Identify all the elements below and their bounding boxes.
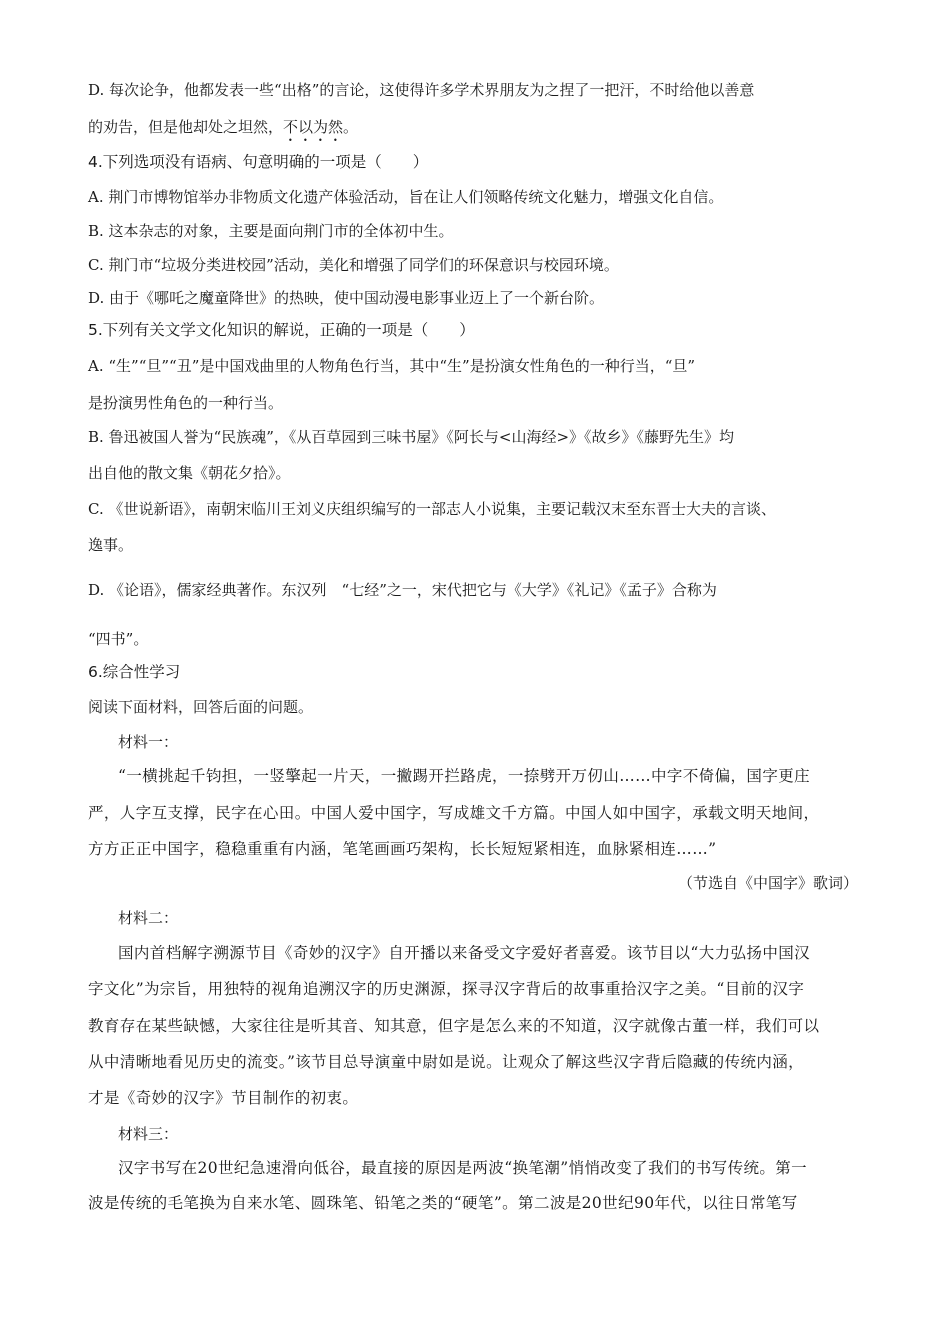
q4-option-a: A. 荆门市博物馆举办非物质文化遗产体验活动，旨在让人们领略传统文化魅力，增强文化自信。 (88, 188, 724, 206)
q5-option-a-line2: 是扮演男性角色的一种行当。 (88, 394, 284, 412)
q4-option-c: C. 荆门市“垃圾分类进校园”活动，美化和增强了同学们的环保意识与校园环境。 (88, 256, 619, 274)
q5-option-b-line2: 出自他的散文集《朝花夕拾》。 (88, 464, 291, 482)
q3-option-d-line1: D. 每次论争，他都发表一些“出格”的言论，这使得许多学术界朋友为之捏了一把汗，不时给他以善意 (88, 81, 755, 99)
q4-option-b: B. 这本杂志的对象，主要是面向荆门市的全体初中生。 (88, 222, 454, 240)
material-one-title: 材料一： (118, 733, 179, 751)
q5-option-c-line1: C. 《世说新语》，南朝宋临川王刘义庆组织编写的一部志人小说集，主要记载汉末至东晋士大夫的言谈、 (88, 500, 776, 518)
material-three-title: 材料三： (118, 1125, 179, 1143)
q5-option-b-line1: B. 鲁迅被国人誉为“民族魂”，《从百草园到三味书屋》《阿长与<山海经>》《故乡》《藤野先生》均 (88, 428, 735, 446)
q3-option-d-text: 的劝告，但是他却处之坦然， (88, 118, 284, 136)
q4-stem: 4.下列选项没有语病、句意明确的一项是（ ） (88, 153, 429, 171)
q4-option-d: D. 由于《哪吒之魔童降世》的热映，使中国动漫电影事业迈上了一个新台阶。 (88, 289, 605, 307)
material-one-line: 严，人字互支撑，民字在心田。中国人爱中国字，写成雄文千方篇。中国人如中国字，承载文明天地间， (88, 804, 820, 822)
q6-intro: 阅读下面材料，回答后面的问题。 (88, 698, 314, 716)
material-two-line: 字文化”为宗旨，用独特的视角追溯汉字的历史渊源，探寻汉字背后的故事重拾汉字之美。“目前的汉字 (88, 980, 805, 998)
q5-stem: 5.下列有关文学文化知识的解说，正确的一项是（ ） (88, 321, 475, 339)
q5-option-d-line2: “四书”。 (88, 630, 149, 648)
material-one-source: （节选自《中国字》歌词） (677, 874, 858, 892)
material-two-title: 材料二： (118, 909, 179, 927)
material-two-line: 才是《奇妙的汉字》节目制作的初衷。 (88, 1089, 359, 1107)
material-three-line: 汉字书写在20世纪急速滑向低谷，最直接的原因是两波“换笔潮”悄悄改变了我们的书写传统。第一 (118, 1159, 808, 1177)
q3-option-d-end: 。 (343, 118, 359, 136)
q3-option-d-line2 (88, 117, 358, 145)
material-one-line: 方方正正中国字，稳稳重重有内涵，笔笔画画巧架构，长长短短紧相连，血脉紧相连……” (88, 840, 717, 858)
q5-option-a-line1: A. “生”“旦”“丑”是中国戏曲里的人物角色行当，其中“生”是扮演女性角色的一种行当，“旦” (88, 357, 696, 375)
emphasized-phrase: 不以为然 (283, 118, 344, 136)
material-two-line: 教育存在某些缺憾，大家往往是听其音、知其意，但字是怎么来的不知道，汉字就像古董一样，我们可以 (88, 1017, 820, 1035)
q5-option-c-line2: 逸事。 (88, 536, 134, 554)
material-three-line: 波是传统的毛笔换为自来水笔、圆珠笔、铅笔之类的“硬笔”。第二波是20世纪90年代，以往日常笔写 (88, 1194, 798, 1212)
material-two-line: 从中清晰地看见历史的流变。”该节目总导演童中尉如是说。让观众了解这些汉字背后隐藏的传统内涵， (88, 1053, 805, 1071)
q5-option-d-line1: D. 《论语》，儒家经典著作。东汉列 “七经”之一，宋代把它与《大学》《礼记》《孟子》合称为 (88, 581, 717, 599)
q6-stem: 6.综合性学习 (88, 663, 181, 681)
material-two-line: 国内首档解字溯源节目《奇妙的汉字》自开播以来备受文字爱好者喜爱。该节目以“大力弘扬中国汉 (118, 944, 811, 962)
material-one-line: “一横挑起千钧担，一竖擎起一片天，一撇踢开拦路虎，一捺劈开万仞山……中字不倚偏，国字更庄 (118, 767, 811, 785)
